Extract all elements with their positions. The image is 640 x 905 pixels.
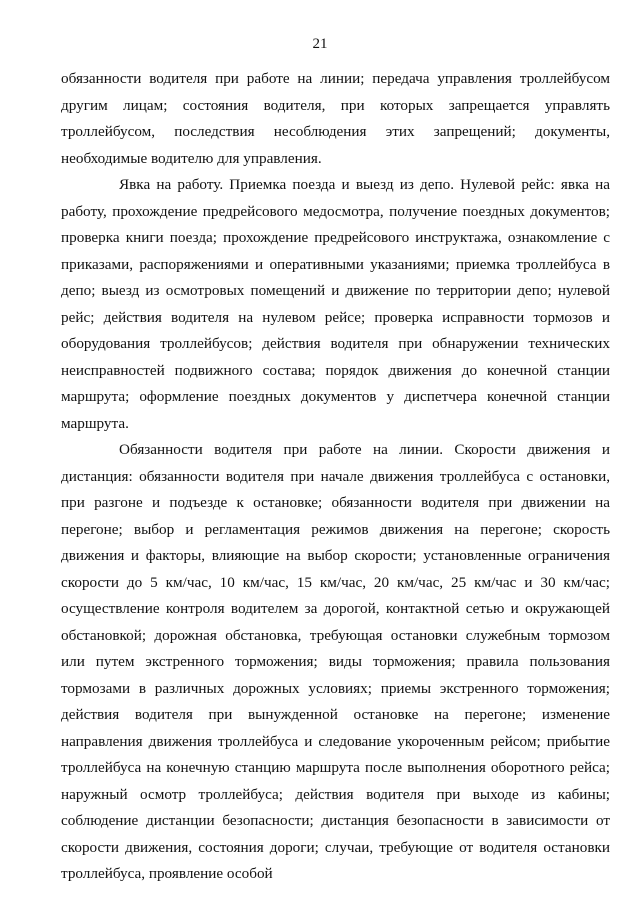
paragraph-continuation: обязанности водителя при работе на линии; передача управления троллейбусом другим лицам; состояния водителя, при которых запрещается управлять троллейбусом, последствия несоблюдения этих запрещений; документы, необходимые водителю для управления. (61, 70, 610, 167)
page-number: 21 (312, 36, 328, 52)
paragraph-driver-duties-on-line: Обязанности водителя при работе на линии. Скорости движения и дистанция: обязанности водителя при начале движения троллейбуса с остановки, при разгоне и подъезде к остановке; обязанности водителя при движении на перегоне; выбор и регламентация режимов движения на перегоне; скорость движения и факторы, влияющие на выбор скорости; установленные ограничения скорости до 5 км/час, 10 км/час, 15 км/час, 20 км/час, 25 км/час и 30 км/час; осуществление контроля водителем за дорогой, контактной сетью и окружающей обстановкой; дорожная обстановка, требующая остановки служебным тормозом или путем экстренного торможения; виды торможения; правила пользования тормозами в различных дорожных условиях; приемы экстренного торможения; действия водителя при вынужденной остановке на перегоне; изменение направления движения троллейбуса и следование укороченным рейсом; прибытие троллейбуса на конечную станцию маршрута после выполнения оборотного рейса; наружный осмотр троллейбуса; действия водителя при выходе из кабины; соблюдение дистанции безопасности; дистанция безопасности в зависимости от скорости движения, состояния дороги; случаи, требующие от водителя остановки троллейбуса, проявление особой (61, 441, 610, 882)
body-text (61, 66, 610, 888)
paragraph-report-to-work: Явка на работу. Приемка поезда и выезд из депо. Нулевой рейс: явка на работу, прохождение предрейсового медосмотра, получение поездных документов; проверка книги поезда; прохождение предрейсового инструктажа, ознакомление с приказами, распоряжениями и оперативными указаниями; приемка троллейбуса в депо; выезд из осмотровых помещений и движение по территории депо; нулевой рейс; действия водителя на нулевом рейсе; проверка исправности тормозов и оборудования троллейбусов; действия водителя при обнаружении технических неисправностей подвижного состава; порядок движения до конечной станции маршрута; оформление поездных документов у диспетчера конечной станции маршрута. (61, 176, 610, 432)
